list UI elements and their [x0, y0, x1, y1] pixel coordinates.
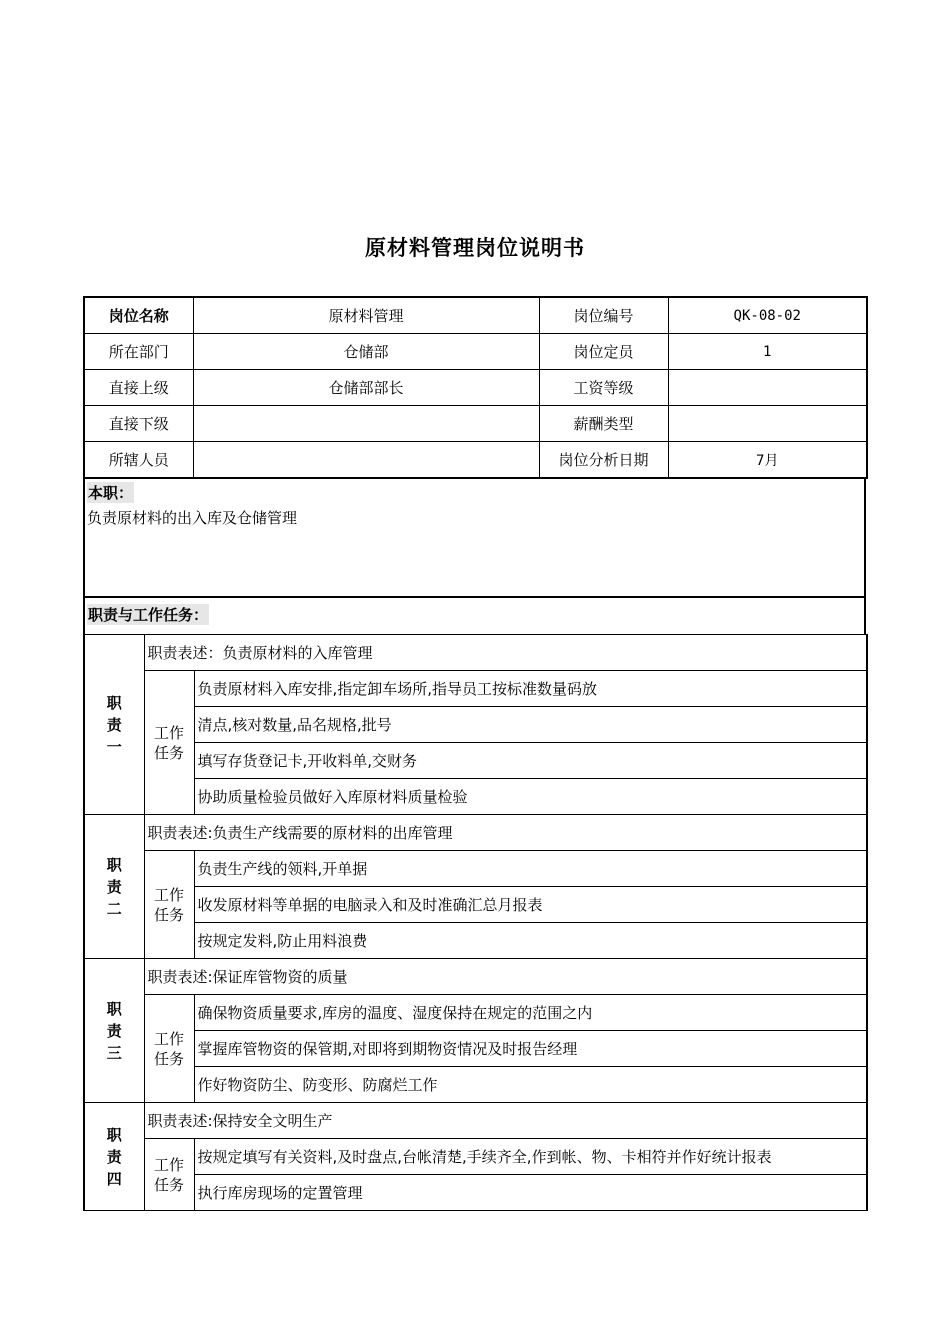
info-label: 直接上级 [84, 370, 193, 406]
task-row [84, 1067, 867, 1103]
duty-description-row [84, 959, 867, 995]
duty-label [84, 959, 144, 1103]
info-label: 所辖人员 [84, 442, 193, 479]
duty-description-row [84, 1103, 867, 1139]
info-value [668, 406, 867, 442]
info-label: 岗位定员 [539, 334, 668, 370]
duty-label-text: 职责一 [106, 693, 122, 756]
task-label [144, 671, 194, 815]
task-row [84, 1175, 867, 1211]
info-label: 岗位名称 [84, 297, 193, 334]
task-row [84, 1031, 867, 1067]
task-label-text: 工作任务 [154, 723, 185, 762]
task-item: 按规定填写有关资料,及时盘点,台帐清楚,手续齐全,作到帐、物、卡相符并作好统计报表 [194, 1139, 867, 1175]
info-row [84, 334, 867, 370]
basic-info-table [83, 296, 868, 479]
info-label: 岗位编号 [539, 297, 668, 334]
duty-label-text: 职责二 [106, 855, 122, 918]
task-row [84, 887, 867, 923]
task-item: 收发原材料等单据的电脑录入和及时准确汇总月报表 [194, 887, 867, 923]
task-item: 负责原材料入库安排,指定卸车场所,指导员工按标准数量码放 [194, 671, 867, 707]
task-label [144, 1139, 194, 1211]
duty-description: 职责表述:负责生产线需要的原材料的出库管理 [144, 815, 867, 851]
duty-label-text: 职责三 [106, 999, 122, 1062]
info-value: 1 [668, 334, 867, 370]
info-label: 所在部门 [84, 334, 193, 370]
info-value: 7月 [668, 442, 867, 479]
job-description-sheet [83, 296, 866, 1211]
duty-description: 职责表述:保持安全文明生产 [144, 1103, 867, 1139]
info-row [84, 406, 867, 442]
task-label [144, 851, 194, 959]
info-value: 仓储部 [193, 334, 539, 370]
duty-description-row [84, 815, 867, 851]
task-row [84, 923, 867, 959]
task-item: 填写存货登记卡,开收料单,交财务 [194, 743, 867, 779]
duty-description: 职责表述:保证库管物资的质量 [144, 959, 867, 995]
task-row [84, 995, 867, 1031]
page-title: 原材料管理岗位说明书 [365, 236, 585, 260]
duty-label [84, 815, 144, 959]
task-item: 协助质量检验员做好入库原材料质量检验 [194, 779, 867, 815]
task-item: 清点,核对数量,品名规格,批号 [194, 707, 867, 743]
info-label: 工资等级 [539, 370, 668, 406]
duty-label-text: 职责四 [106, 1125, 122, 1188]
task-item: 作好物资防尘、防变形、防腐烂工作 [194, 1067, 867, 1103]
task-row [84, 671, 867, 707]
duty-label [84, 635, 144, 815]
summary-text: 负责原材料的出入库及仓储管理 [87, 509, 298, 527]
task-row [84, 1139, 867, 1175]
summary-section [83, 479, 866, 598]
task-row [84, 779, 867, 815]
info-row [84, 442, 867, 479]
duty-description: 职责表述：负责原材料的入库管理 [144, 635, 867, 671]
duties-table [83, 634, 868, 1211]
info-value: QK-08-02 [668, 297, 867, 334]
task-label-text: 工作任务 [154, 1155, 185, 1194]
task-item: 按规定发料,防止用料浪费 [194, 923, 867, 959]
task-row [84, 707, 867, 743]
info-row [84, 370, 867, 406]
info-label: 薪酬类型 [539, 406, 668, 442]
task-item: 确保物资质量要求,库房的温度、湿度保持在规定的范围之内 [194, 995, 867, 1031]
info-label: 岗位分析日期 [539, 442, 668, 479]
info-value: 仓储部部长 [193, 370, 539, 406]
info-row [84, 297, 867, 334]
task-label-text: 工作任务 [154, 1029, 185, 1068]
duties-section-header [83, 598, 866, 634]
info-value [193, 442, 539, 479]
task-item: 执行库房现场的定置管理 [194, 1175, 867, 1211]
task-row [84, 851, 867, 887]
info-value [668, 370, 867, 406]
info-value [193, 406, 539, 442]
task-label [144, 995, 194, 1103]
info-value: 原材料管理 [193, 297, 539, 334]
duty-label [84, 1103, 144, 1211]
duty-description-row [84, 635, 867, 671]
summary-heading: 本职： [88, 484, 134, 502]
info-label: 直接下级 [84, 406, 193, 442]
duties-heading: 职责与工作任务： [88, 606, 209, 624]
task-row [84, 743, 867, 779]
task-item: 掌握库管物资的保管期,对即将到期物资情况及时报告经理 [194, 1031, 867, 1067]
task-item: 负责生产线的领料,开单据 [194, 851, 867, 887]
task-label-text: 工作任务 [154, 885, 185, 924]
